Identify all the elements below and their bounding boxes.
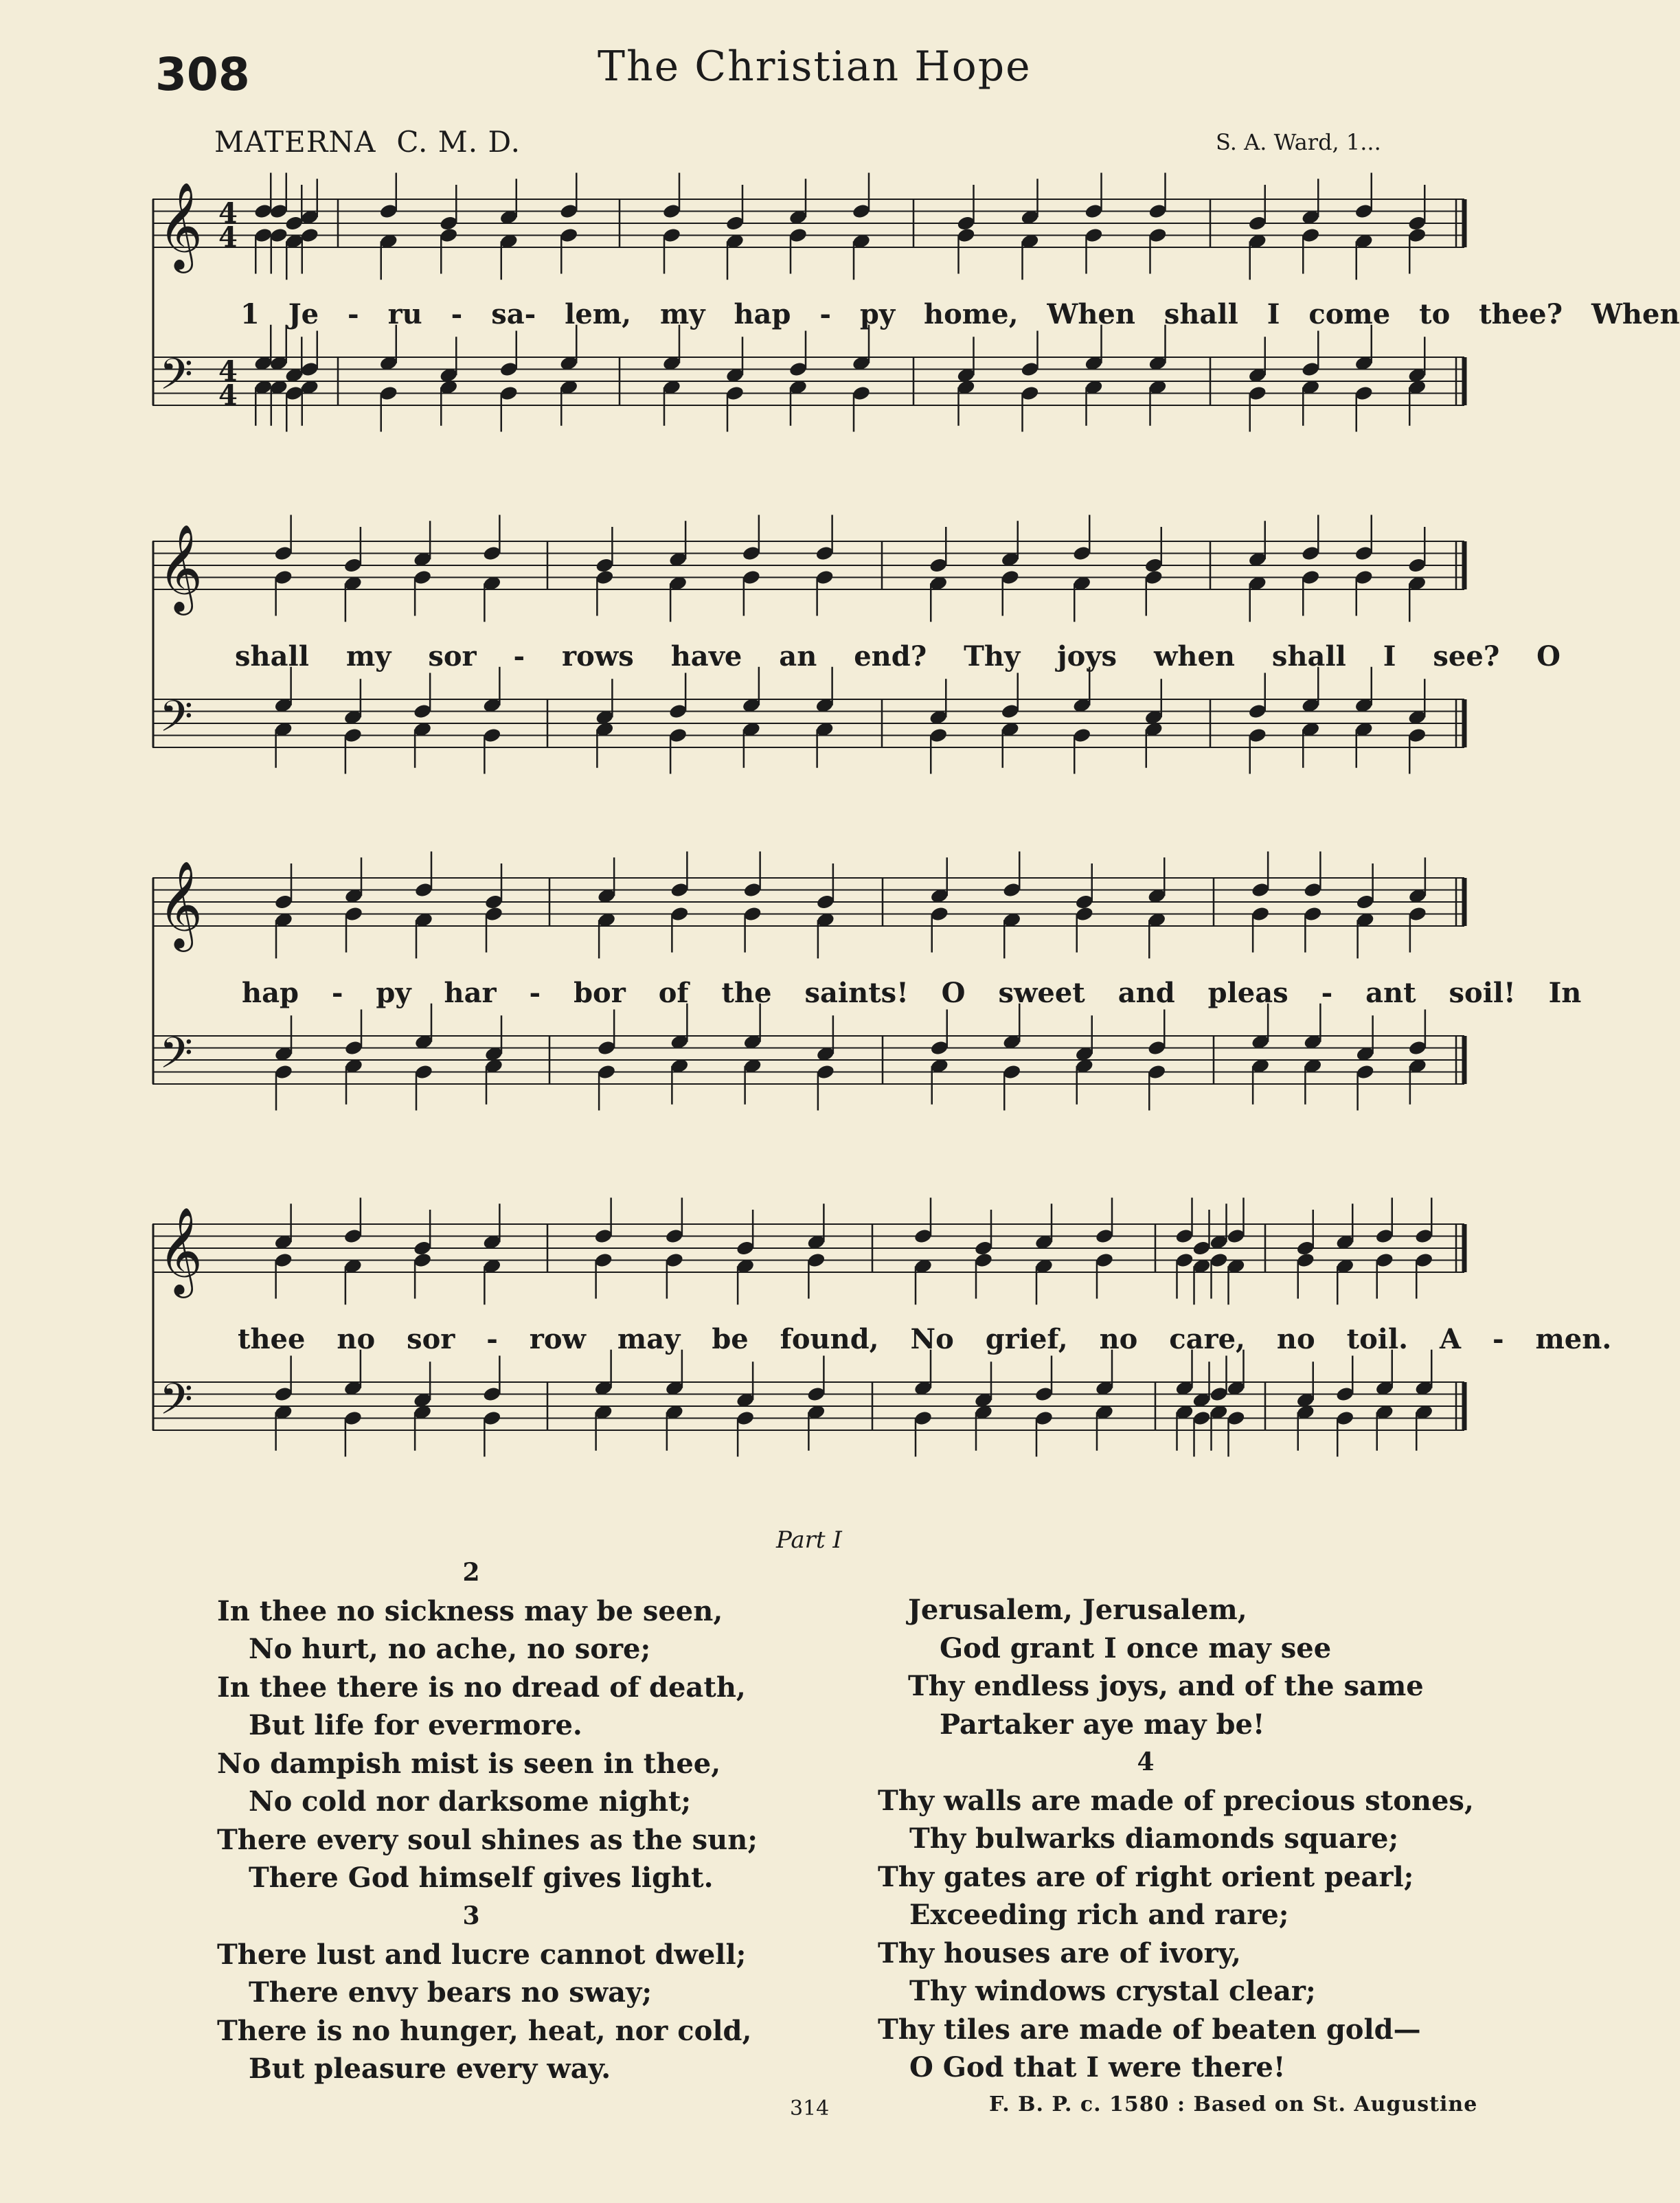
lyric-line: 1 Je - ru - sa- lem, my hap - py home, When shall I come to thee? When: [240, 298, 1680, 330]
tune-name: MATERNA: [214, 125, 376, 159]
verse-line: Thy houses are of ivory,: [878, 1936, 1241, 1969]
verse-line: Partaker aye may be!: [940, 1708, 1265, 1741]
verse-line: Thy walls are made of precious stones,: [878, 1784, 1474, 1817]
lyric-line: hap - py har - bor of the saints! O sweet and pleas - ant soil! In: [242, 977, 1582, 1009]
part-label: Part I: [776, 1526, 842, 1554]
verse-4: [878, 1743, 1474, 2087]
page-title: The Christian Hope: [598, 43, 1032, 91]
hymn-number: 308: [155, 48, 250, 101]
verse-3-continued: [908, 1591, 1424, 1743]
bass-clef-icon: 𝄢: [159, 1373, 193, 1435]
verse-number: 2: [462, 1558, 480, 1587]
lyric-line: thee no sor - row may be found, No grief, no care, no toil. A - men.: [238, 1323, 1612, 1355]
verse-line: But life for evermore.: [249, 1709, 582, 1741]
treble-clef-icon: 𝄞: [158, 860, 203, 948]
verse-number: 4: [1137, 1748, 1155, 1776]
bass-clef-icon: 𝄢: [159, 690, 193, 752]
composer: S. A. Ward, 1...: [1216, 129, 1381, 155]
bass-clef-icon: 𝄢: [159, 348, 193, 410]
verse-line: In thee no sickness may be seen,: [217, 1594, 723, 1627]
verse-line: There every soul shines as the sun;: [217, 1823, 758, 1856]
verse-line: There God himself gives light.: [249, 1862, 714, 1894]
verse-line: Jerusalem, Jerusalem,: [908, 1594, 1247, 1626]
treble-clef-icon: 𝄞: [158, 523, 203, 611]
page-folio: 314: [790, 2097, 830, 2121]
verse-line: Thy windows crystal clear;: [909, 1975, 1316, 2007]
lyric-line: shall my sor - rows have an end? Thy joys when shall I see? O: [235, 640, 1561, 673]
verse-line: In thee there is no dread of death,: [217, 1671, 746, 1704]
verse-line: There is no hunger, heat, nor cold,: [217, 2014, 752, 2047]
verse-line: There envy bears no sway;: [249, 1976, 652, 2009]
music-system-2: [152, 523, 1561, 802]
time-signature: 4: [218, 379, 238, 411]
music-system-4: [152, 1206, 1612, 1485]
verse-2: [217, 1554, 758, 1897]
verse-3: [217, 1897, 751, 2088]
tune-meter: C. M. D.: [396, 125, 521, 159]
verse-line: Exceeding rich and rare;: [909, 1899, 1289, 1931]
text-attribution: F. B. P. c. 1580 : Based on St. Augustine: [989, 2092, 1478, 2116]
time-signature: 4: [218, 355, 238, 387]
verse-line: But pleasure every way.: [249, 2053, 611, 2085]
verse-line: No dampish mist is seen in thee,: [217, 1747, 721, 1780]
tune-line: [214, 125, 521, 159]
treble-clef-icon: 𝄞: [158, 1206, 203, 1294]
verse-line: No hurt, no ache, no sore;: [249, 1633, 651, 1665]
verse-line: Thy bulwarks diamonds square;: [909, 1822, 1399, 1855]
treble-clef-icon: 𝄞: [158, 181, 203, 269]
verse-number: 3: [462, 1901, 480, 1930]
music-system-1: [152, 181, 1680, 460]
verse-line: Thy endless joys, and of the same: [908, 1670, 1424, 1702]
time-signature: 4: [218, 221, 238, 253]
verse-line: O God that I were there!: [909, 2051, 1286, 2083]
bass-clef-icon: 𝄢: [159, 1027, 193, 1089]
time-signature: 4: [218, 197, 238, 229]
verse-line: No cold nor darksome night;: [249, 1785, 692, 1818]
music-system-3: [152, 860, 1582, 1139]
verse-line: Thy gates are of right orient pearl;: [878, 1860, 1414, 1893]
verse-line: Thy tiles are made of beaten gold—: [878, 2013, 1421, 2046]
verse-line: There lust and lucre cannot dwell;: [217, 1938, 747, 1971]
verse-line: God grant I once may see: [940, 1631, 1332, 1664]
